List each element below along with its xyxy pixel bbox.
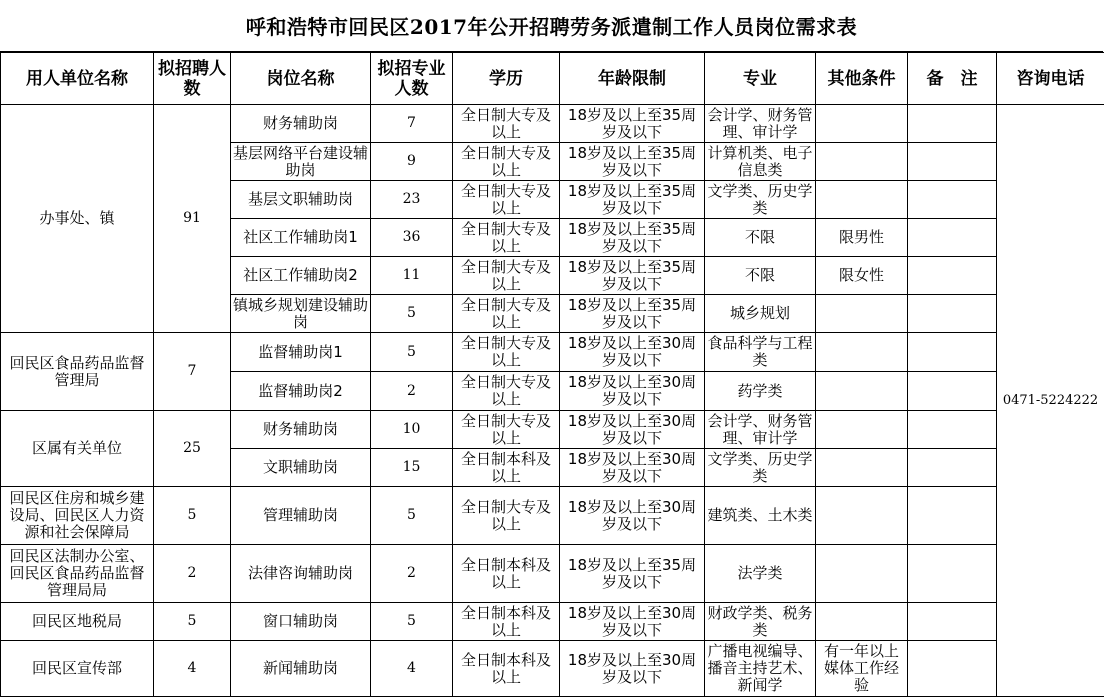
table-row (1, 105, 1104, 143)
unit-name-cell: 回民区法制办公室、回民区食品药品监督管理局局 (1, 545, 154, 603)
other-cell: 有一年以上媒体工作经验 (816, 641, 908, 697)
header-major: 专业 (705, 53, 816, 105)
position-name-cell: 镇城乡规划建设辅助岗 (231, 295, 371, 333)
position-count-cell: 5 (371, 333, 453, 372)
other-cell: 限女性 (816, 257, 908, 295)
table-row (1, 641, 1104, 697)
education-cell: 全日制大专及以上 (453, 181, 560, 219)
education-cell: 全日制大专及以上 (453, 487, 560, 545)
header-age: 年龄限制 (560, 53, 705, 105)
remark-cell (908, 545, 997, 603)
position-count-cell: 2 (371, 372, 453, 411)
position-count-cell: 4 (371, 641, 453, 697)
age-cell: 18岁及以上至35周岁及以下 (560, 181, 705, 219)
remark-cell (908, 603, 997, 641)
other-cell (816, 333, 908, 372)
position-name-cell: 监督辅助岗2 (231, 372, 371, 411)
other-cell: 限男性 (816, 219, 908, 257)
table-row (1, 487, 1104, 545)
phone-cell: 0471-5224222 (997, 105, 1104, 697)
major-cell: 会计学、财务管理、审计学 (705, 411, 816, 449)
remark-cell (908, 295, 997, 333)
position-count-cell: 2 (371, 545, 453, 603)
major-cell: 城乡规划 (705, 295, 816, 333)
major-cell: 不限 (705, 257, 816, 295)
education-cell: 全日制大专及以上 (453, 411, 560, 449)
position-name-cell: 基层网络平台建设辅助岗 (231, 143, 371, 181)
unit-name-cell: 区属有关单位 (1, 411, 154, 487)
header-position: 岗位名称 (231, 53, 371, 105)
position-count-cell: 5 (371, 603, 453, 641)
remark-cell (908, 105, 997, 143)
education-cell: 全日制大专及以上 (453, 105, 560, 143)
position-name-cell: 法律咨询辅助岗 (231, 545, 371, 603)
other-cell (816, 545, 908, 603)
age-cell: 18岁及以上至35周岁及以下 (560, 219, 705, 257)
age-cell: 18岁及以上至30周岁及以下 (560, 411, 705, 449)
unit-name-cell: 回民区地税局 (1, 603, 154, 641)
unit-count-cell: 25 (154, 411, 231, 487)
unit-name-cell: 办事处、镇 (1, 105, 154, 333)
position-count-cell: 10 (371, 411, 453, 449)
position-name-cell: 财务辅助岗 (231, 411, 371, 449)
unit-count-cell: 2 (154, 545, 231, 603)
position-count-cell: 5 (371, 487, 453, 545)
header-position-count: 拟招专业人数 (371, 53, 453, 105)
remark-cell (908, 219, 997, 257)
remark-cell (908, 449, 997, 487)
table-row (1, 603, 1104, 641)
major-cell: 会计学、财务管理、审计学 (705, 105, 816, 143)
education-cell: 全日制大专及以上 (453, 372, 560, 411)
age-cell: 18岁及以上至35周岁及以下 (560, 545, 705, 603)
age-cell: 18岁及以上至30周岁及以下 (560, 487, 705, 545)
unit-name-cell: 回民区住房和城乡建设局、回民区人力资源和社会保障局 (1, 487, 154, 545)
position-count-cell: 9 (371, 143, 453, 181)
age-cell: 18岁及以上至30周岁及以下 (560, 449, 705, 487)
recruitment-table (0, 52, 1104, 697)
position-name-cell: 社区工作辅助岗2 (231, 257, 371, 295)
position-name-cell: 社区工作辅助岗1 (231, 219, 371, 257)
other-cell (816, 105, 908, 143)
education-cell: 全日制大专及以上 (453, 333, 560, 372)
remark-cell (908, 143, 997, 181)
major-cell: 药学类 (705, 372, 816, 411)
position-name-cell: 监督辅助岗1 (231, 333, 371, 372)
unit-count-cell: 7 (154, 333, 231, 411)
position-name-cell: 基层文职辅助岗 (231, 181, 371, 219)
header-row (1, 53, 1104, 105)
table-row (1, 545, 1104, 603)
position-count-cell: 5 (371, 295, 453, 333)
unit-count-cell: 4 (154, 641, 231, 697)
header-education: 学历 (453, 53, 560, 105)
education-cell: 全日制本科及以上 (453, 641, 560, 697)
major-cell: 广播电视编导、播音主持艺术、新闻学 (705, 641, 816, 697)
remark-cell (908, 641, 997, 697)
major-cell: 建筑类、土木类 (705, 487, 816, 545)
position-count-cell: 7 (371, 105, 453, 143)
other-cell (816, 181, 908, 219)
other-cell (816, 295, 908, 333)
age-cell: 18岁及以上至35周岁及以下 (560, 257, 705, 295)
education-cell: 全日制本科及以上 (453, 545, 560, 603)
other-cell (816, 449, 908, 487)
other-cell (816, 143, 908, 181)
education-cell: 全日制大专及以上 (453, 219, 560, 257)
age-cell: 18岁及以上至30周岁及以下 (560, 603, 705, 641)
unit-name-cell: 回民区食品药品监督管理局 (1, 333, 154, 411)
header-phone: 咨询电话 (997, 53, 1104, 105)
position-name-cell: 文职辅助岗 (231, 449, 371, 487)
table-row (1, 333, 1104, 372)
unit-name-cell: 回民区宣传部 (1, 641, 154, 697)
remark-cell (908, 181, 997, 219)
age-cell: 18岁及以上至35周岁及以下 (560, 295, 705, 333)
major-cell: 文学类、历史学类 (705, 181, 816, 219)
major-cell: 法学类 (705, 545, 816, 603)
position-name-cell: 财务辅助岗 (231, 105, 371, 143)
major-cell: 文学类、历史学类 (705, 449, 816, 487)
education-cell: 全日制大专及以上 (453, 143, 560, 181)
position-name-cell: 新闻辅助岗 (231, 641, 371, 697)
other-cell (816, 487, 908, 545)
age-cell: 18岁及以上至30周岁及以下 (560, 333, 705, 372)
education-cell: 全日制本科及以上 (453, 449, 560, 487)
education-cell: 全日制本科及以上 (453, 603, 560, 641)
major-cell: 财政学类、税务类 (705, 603, 816, 641)
position-count-cell: 15 (371, 449, 453, 487)
remark-cell (908, 257, 997, 295)
header-unit-count: 拟招聘人数 (154, 53, 231, 105)
position-count-cell: 36 (371, 219, 453, 257)
unit-count-cell: 5 (154, 603, 231, 641)
unit-count-cell: 5 (154, 487, 231, 545)
remark-cell (908, 411, 997, 449)
page-title: 呼和浩特市回民区2017年公开招聘劳务派遣制工作人员岗位需求表 (0, 0, 1103, 52)
education-cell: 全日制大专及以上 (453, 257, 560, 295)
table-row (1, 411, 1104, 449)
age-cell: 18岁及以上至30周岁及以下 (560, 372, 705, 411)
header-remark: 备 注 (908, 53, 997, 105)
age-cell: 18岁及以上至35周岁及以下 (560, 143, 705, 181)
education-cell: 全日制大专及以上 (453, 295, 560, 333)
position-name-cell: 窗口辅助岗 (231, 603, 371, 641)
major-cell: 食品科学与工程类 (705, 333, 816, 372)
age-cell: 18岁及以上至35周岁及以下 (560, 105, 705, 143)
other-cell (816, 603, 908, 641)
remark-cell (908, 372, 997, 411)
age-cell: 18岁及以上至30周岁及以下 (560, 641, 705, 697)
position-count-cell: 23 (371, 181, 453, 219)
remark-cell (908, 333, 997, 372)
header-other: 其他条件 (816, 53, 908, 105)
major-cell: 不限 (705, 219, 816, 257)
remark-cell (908, 487, 997, 545)
other-cell (816, 411, 908, 449)
unit-count-cell: 91 (154, 105, 231, 333)
position-name-cell: 管理辅助岗 (231, 487, 371, 545)
position-count-cell: 11 (371, 257, 453, 295)
header-unit: 用人单位名称 (1, 53, 154, 105)
major-cell: 计算机类、电子信息类 (705, 143, 816, 181)
other-cell (816, 372, 908, 411)
